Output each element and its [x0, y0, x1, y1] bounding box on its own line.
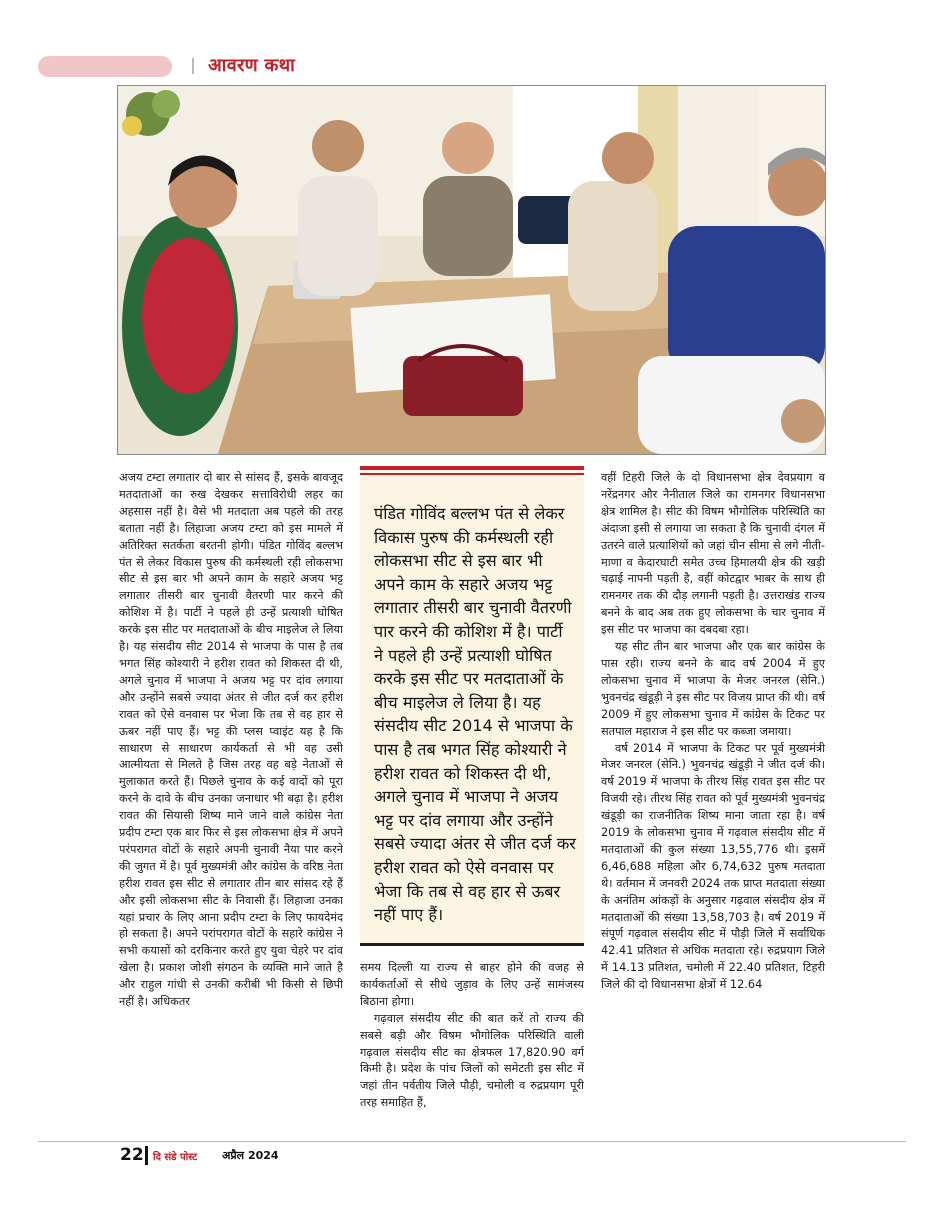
- meeting-photo: [117, 85, 826, 455]
- pull-quote-top-rule: [360, 466, 584, 470]
- article-paragraph: वहीं टिहरी जिले के दो विधानसभा क्षेत्र देवप्रयाग व नरेंद्रनगर और नैनीताल जिले का रामनगर विधानसभा क्षेत्र शामिल है। सीट की विषम भौगोलिक परिस्थिति का अंदाजा इसी से लगाया जा सकता है कि चुनावी दंगल में उतरने वाले प्रत्याशियों को जहां चीन सीमा से लगे नीती-माणा व केदारघाटी समेत उच्च हिमालयी क्षेत्र की खड़ी चढ़ाई नापनी पड़ती है, वहीं कोटद्वार भाबर के साथ ही रामनगर तक की दौड़ लगानी पड़ती है। उत्तराखंड राज्य बनने के बाद अब तक हुए लोकसभा के चार चुनाव में इस सीट पर भाजपा का दबदबा रहा।: [601, 471, 825, 637]
- pull-quote-text: पंडित गोविंद बल्लभ पंत से लेकर विकास पुरुष की कर्मस्थली रही लोकसभा सीट से इस बार भी अपने काम के सहारे अजय भट्ट लगातार तीसरी बार चुनावी वैतरणी पार करने की कोशिश में है। पार्टी ने पहले ही उन्हें प्रत्याशी घोषित करके इस सीट पर मतदाताओं के बीच माइलेज ले लिया है। यह संसदीय सीट 2014 से भाजपा के पास है तब भगत सिंह कोश्यारी ने हरीश रावत को शिकस्त दी थी, अगले चुनाव में भाजपा ने अजय भट्ट पर दांव लगाया और उन्होंने सबसे ज्यादा अंतर से जीत दर्ज कर हरीश रावत को ऐसे वनवास पर भेजा कि तब से वह हार से ऊबर नहीं पाए हैं।: [374, 504, 576, 925]
- header-divider: [192, 58, 194, 74]
- article-paragraph: गढ़वाल संसदीय सीट की बात करें तो राज्य की सबसे बड़ी और विषम भौगोलिक परिस्थिति वाली गढ़वाल संसदीय सीट का क्षेत्रफल 17,820.90 वर्ग किमी है। प्रदेश के पांच जिलों को समेटती इस सीट में जहां तीन पर्वतीय जिले पौड़ी, चमोली व रुद्रप्रयाग पूरी तरह समाहित हैं,: [360, 1011, 584, 1110]
- article-column-1: [119, 470, 343, 1130]
- header-decoration-pill: [38, 56, 172, 77]
- article-paragraph: अजय टम्टा लगातार दो बार से सांसद हैं, इसके बावजूद मतदाताओं का रुख देखकर सत्ताविरोधी लहर का अहसास नहीं है। वैसे भी मतदाता अब पहले की तरह बताता नहीं है। लिहाजा अजय टम्टा को इस मामले में अतिरिक्त सतर्कता बरतनी होगी। पंडित गोविंद बल्लभ पंत से लेकर विकास पुरुष की कर्मस्थली रही लोकसभा सीट से इस बार भी अपने काम के सहारे अजय भट्ट लगातार तीसरी बार चुनावी वैतरणी पार करने की कोशिश में है। पार्टी ने पहले ही उन्हें प्रत्याशी घोषित करके इस सीट पर मतदाताओं के बीच माइलेज ले लिया है। यह संसदीय सीट 2014 से भाजपा के पास है तब भगत सिंह कोश्यारी ने हरीश रावत को शिकस्त दी थी, अगले चुनाव में भाजपा ने अजय भट्ट पर दांव लगाया और उन्होंने सबसे ज्यादा अंतर से जीत दर्ज कर हरीश रावत को ऐसे वनवास पर भेजा कि तब से वह हार से ऊबर नहीं पाए हैं। भट्ट की प्लस प्वाइंट यह है कि साधारण से साधारण कार्यकर्ता से भी वह उसी आत्मीयता से मिलते है जिस तरह वह बड़े नेताओं से मुलाकात करते हैं। पिछले चुनाव के कई वादों को पूरा करने के दावे के बीच उनका जनाधार भी बढ़ा है। हरीश रावत की सियासी शिष्य माने जाने वाले कांग्रेस नेता प्रदीप टम्टा एक बार फिर से इस लोकसभा क्षेत्र में अपने परंपरागत वोटों के सहारे अपनी चुनावी नैया पार करने की जुगत में है। पूर्व मुख्यमंत्री और कांग्रेस के वरिष्ठ नेता हरीश रावत इस सीट से लगातार तीन बार सांसद रहे हैं और इसी लोकसभा सीट के निवासी हैं। लिहाजा उनका यहां प्रचार के लिए आना प्रदीप टम्टा के लिए फायदेमंद हो सकता है। अपने परांपरागत वोटों के सहारे कांग्रेस ने सभी कयासों को दरकिनार करते हुए युवा चेहरे पर दांव खेला है। प्रकाश जोशी संगठन के व्यक्ति माने जाते है और राहुल गांधी से उनकी करीबी भी किसी से छिपी नहीं है। अधिकतर: [119, 471, 343, 1009]
- article-paragraph: समय दिल्ली या राज्य से बाहर होने की वजह से कार्यकर्ताओं से सीधे जुड़ाव के लिए उन्हें सामंजस्य बिठाना होगा।: [360, 961, 584, 1008]
- article-paragraph: यह सीट तीन बार भाजपा और एक बार कांग्रेस के पास रही। राज्य बनने के बाद वर्ष 2004 में हुए लोकसभा चुनाव में भाजपा के मेजर जनरल (सेनि.) भुवनचंद्र खंडूड़ी ने इस सीट पर विजय प्राप्त की थी। वर्ष 2009 में हुए लोकसभा चुनाव में कांग्रेस के टिकट पर सतपाल महाराज ने इस सीट पर कब्जा जमाया।: [601, 640, 825, 738]
- section-title: आवरण कथा: [208, 55, 296, 76]
- magazine-logo: दि संडे पोस्ट: [153, 1152, 198, 1163]
- page-number: 22: [120, 1145, 144, 1165]
- article-column-3: [601, 470, 825, 1130]
- article-paragraph: वर्ष 2014 में भाजपा के टिकट पर पूर्व मुख्यमंत्री मेजर जनरल (सेनि.) भुवनचंद्र खंडूड़ी ने जीत दर्ज की। वर्ष 2019 में भाजपा के तीरथ सिंह रावत इस सीट पर विजयी रहे। तीरथ सिंह रावत को पूर्व मुख्यमंत्री भुवनचंद्र खंडूड़ी का राजनीतिक शिष्य माना जाता रहा है। वर्ष 2019 के लोकसभा चुनाव में गढ़वाल संसदीय सीट में मतदाताओं की कुल संख्या 13,55,776 थी। इसमें 6,46,688 महिला और 6,74,632 पुरुष मतदाता थे। वर्तमान में जनवरी 2024 तक प्राप्त मतदाता संख्या के अनंतिम आंकड़ों के अनुसार गढ़वाल संसदीय क्षेत्र में मतदाताओं की संख्या 13,58,703 है। वर्ष 2019 में संपूर्ण गढ़वाल संसदीय सीट में पौड़ी जिले में सर्वाधिक 42.41 प्रतिशत से अधिक मतदाता रहे। रुद्रप्रयाग जिले में 14.13 प्रतिशत, चमोली में 22.40 प्रतिशत, टिहरी जिले की दो विधानसभा क्षेत्रों में 12.64: [601, 741, 825, 992]
- pull-quote-top-rule-thin: [360, 473, 584, 475]
- pull-quote-bottom-rule: [360, 943, 584, 946]
- issue-date: अप्रैल 2024: [222, 1149, 279, 1162]
- footer-divider: [145, 1146, 148, 1165]
- article-column-2: [360, 960, 584, 1130]
- footer-rule: [38, 1141, 906, 1142]
- pull-quote-box: [360, 466, 584, 946]
